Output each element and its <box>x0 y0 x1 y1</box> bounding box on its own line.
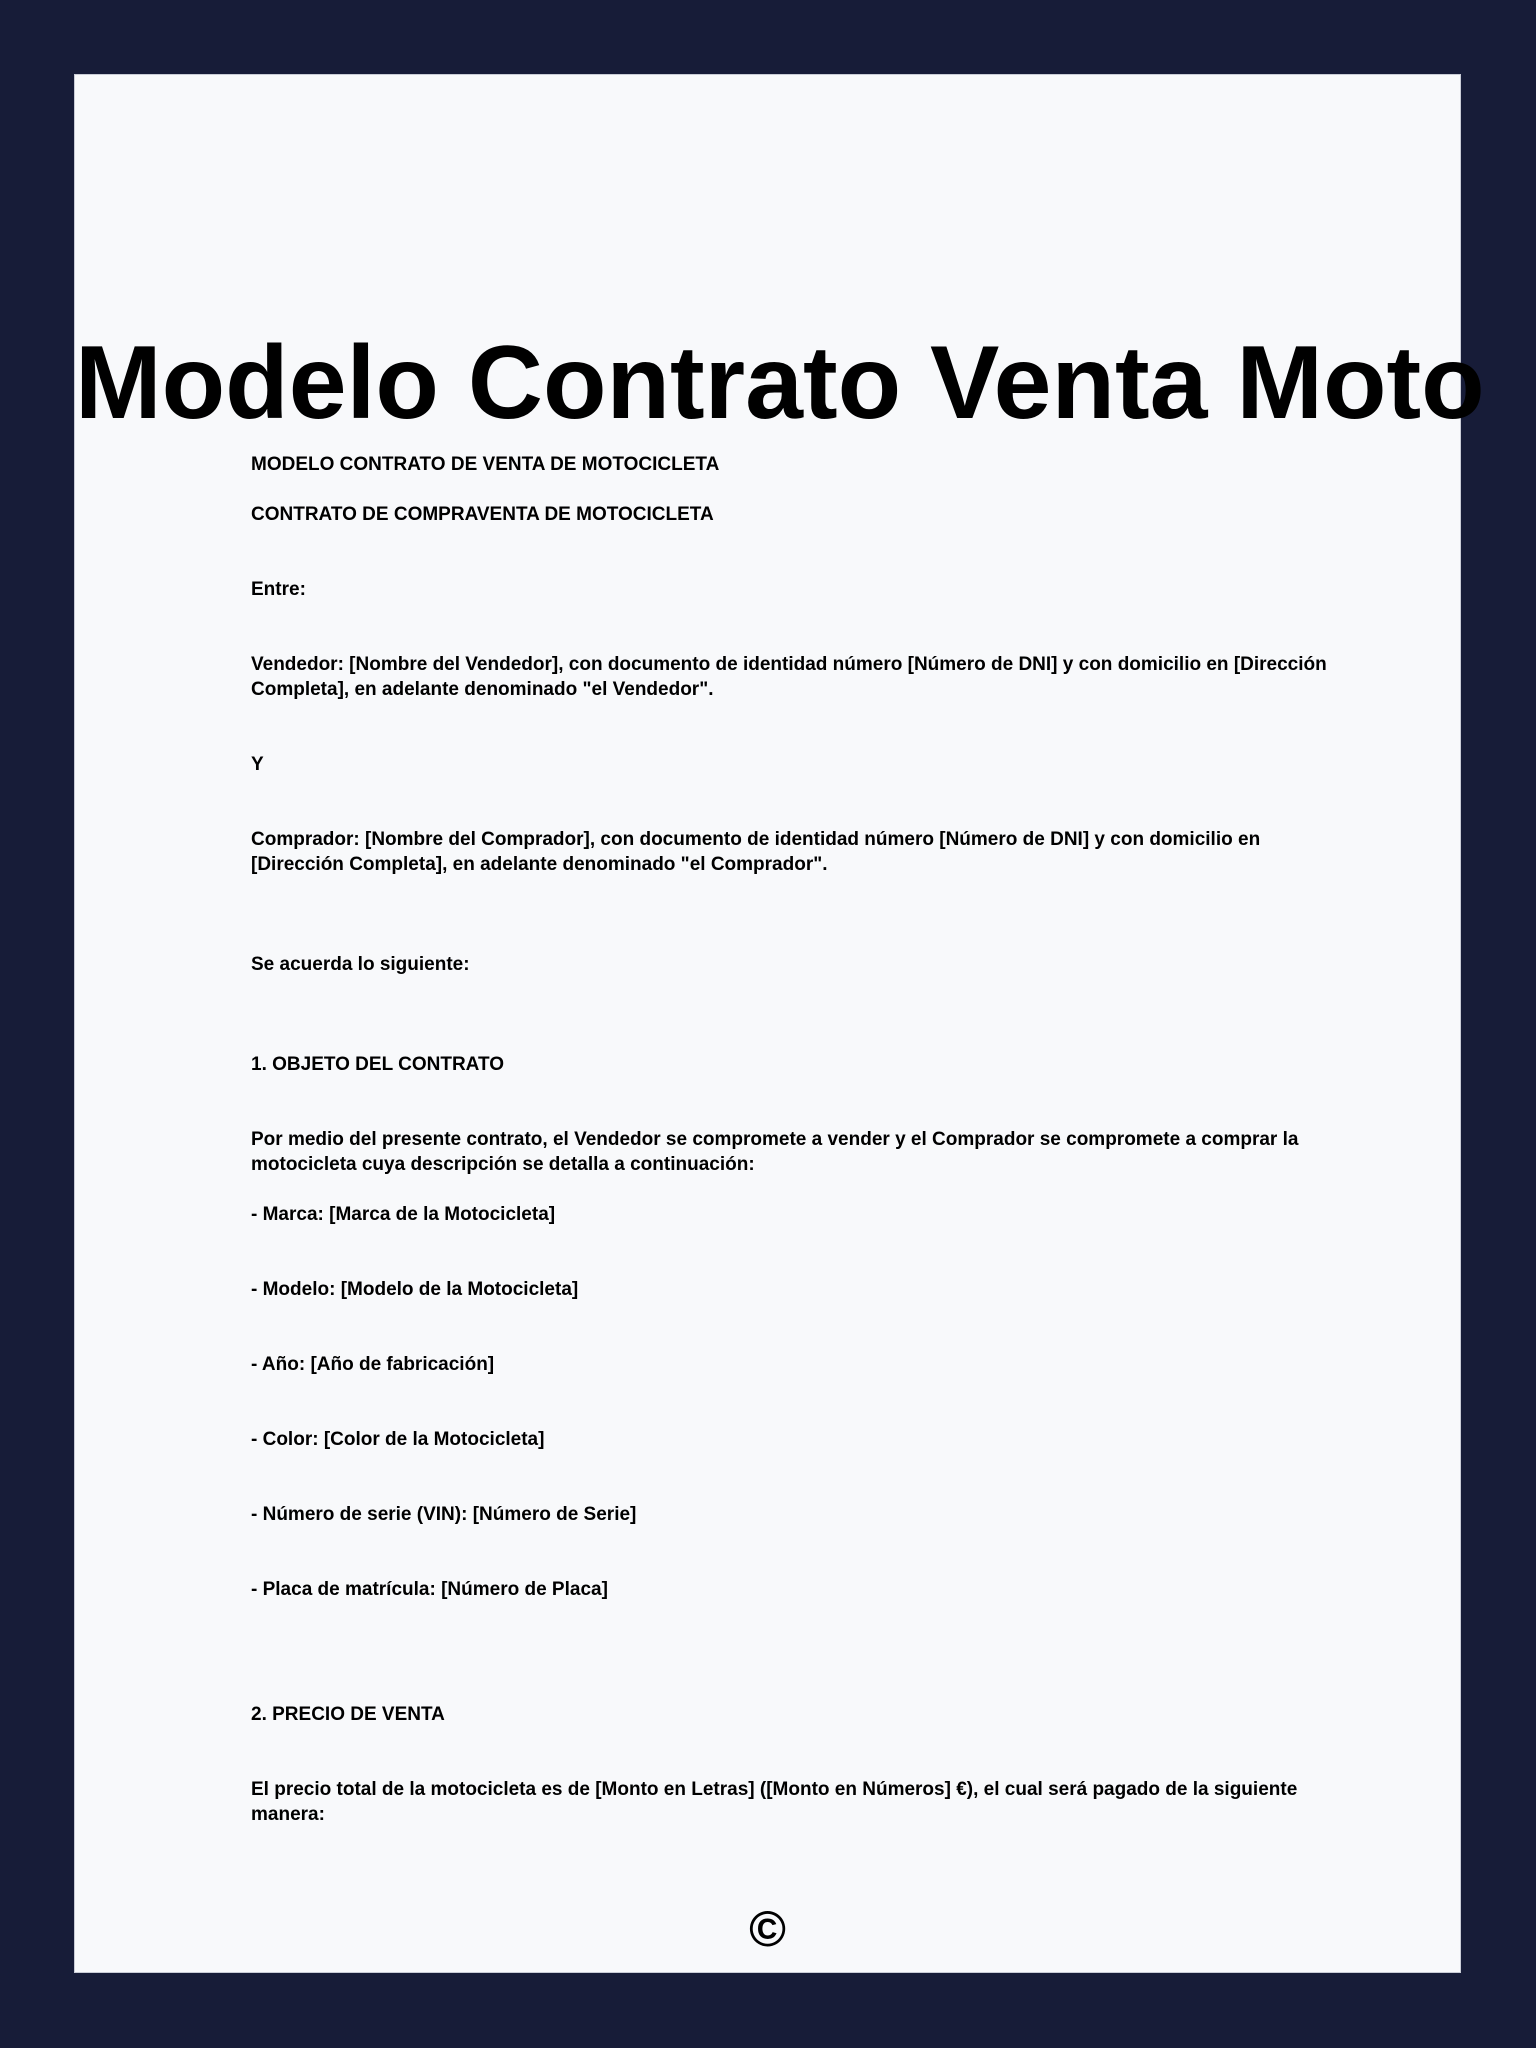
copyright-icon: © <box>749 1901 786 1957</box>
and-connector: Y <box>251 754 264 775</box>
list-item: - Marca: [Marca de la Motocicleta] <box>251 1204 556 1225</box>
heading-purchase-contract: CONTRATO DE COMPRAVENTA DE MOTOCICLETA <box>251 504 714 525</box>
list-item: - Placa de matrícula: [Número de Placa] <box>251 1579 608 1600</box>
section-2-title: 2. PRECIO DE VENTA <box>251 1704 445 1725</box>
agreement-intro: Se acuerda lo siguiente: <box>251 954 470 975</box>
section-1-body: Por medio del presente contrato, el Vendedor se compromete a vender y el Comprador se compromete a comprar la motocicleta cuya descripción se detalla a continuación: <box>251 1129 1299 1175</box>
list-item: - Modelo: [Modelo de la Motocicleta] <box>251 1279 579 1300</box>
document-page <box>74 74 1485 1973</box>
parties-intro: Entre: <box>251 579 306 600</box>
list-item: - Año: [Año de fabricación] <box>251 1354 495 1375</box>
buyer-paragraph: Comprador: [Nombre del Comprador], con documento de identidad número [Número de DNI] y con domicilio en [Dirección Completa], en adelante denominado "el Comprador". <box>251 829 1261 875</box>
list-item: - Color: [Color de la Motocicleta] <box>251 1429 545 1450</box>
page-title: Modelo Contrato Venta Moto <box>75 325 1485 441</box>
seller-paragraph: Vendedor: [Nombre del Vendedor], con documento de identidad número [Número de DNI] y con domicilio en [Dirección Completa], en adelante denominado "el Vendedor". <box>251 654 1327 700</box>
section-2-body: El precio total de la motocicleta es de [Monto en Letras] ([Monto en Números] €), el cual será pagado de la siguiente manera: <box>251 1779 1298 1825</box>
section-1-title: 1. OBJETO DEL CONTRATO <box>251 1054 505 1075</box>
heading-model-contract: MODELO CONTRATO DE VENTA DE MOTOCICLETA <box>251 454 720 475</box>
list-item: - Número de serie (VIN): [Número de Serie] <box>251 1504 637 1525</box>
